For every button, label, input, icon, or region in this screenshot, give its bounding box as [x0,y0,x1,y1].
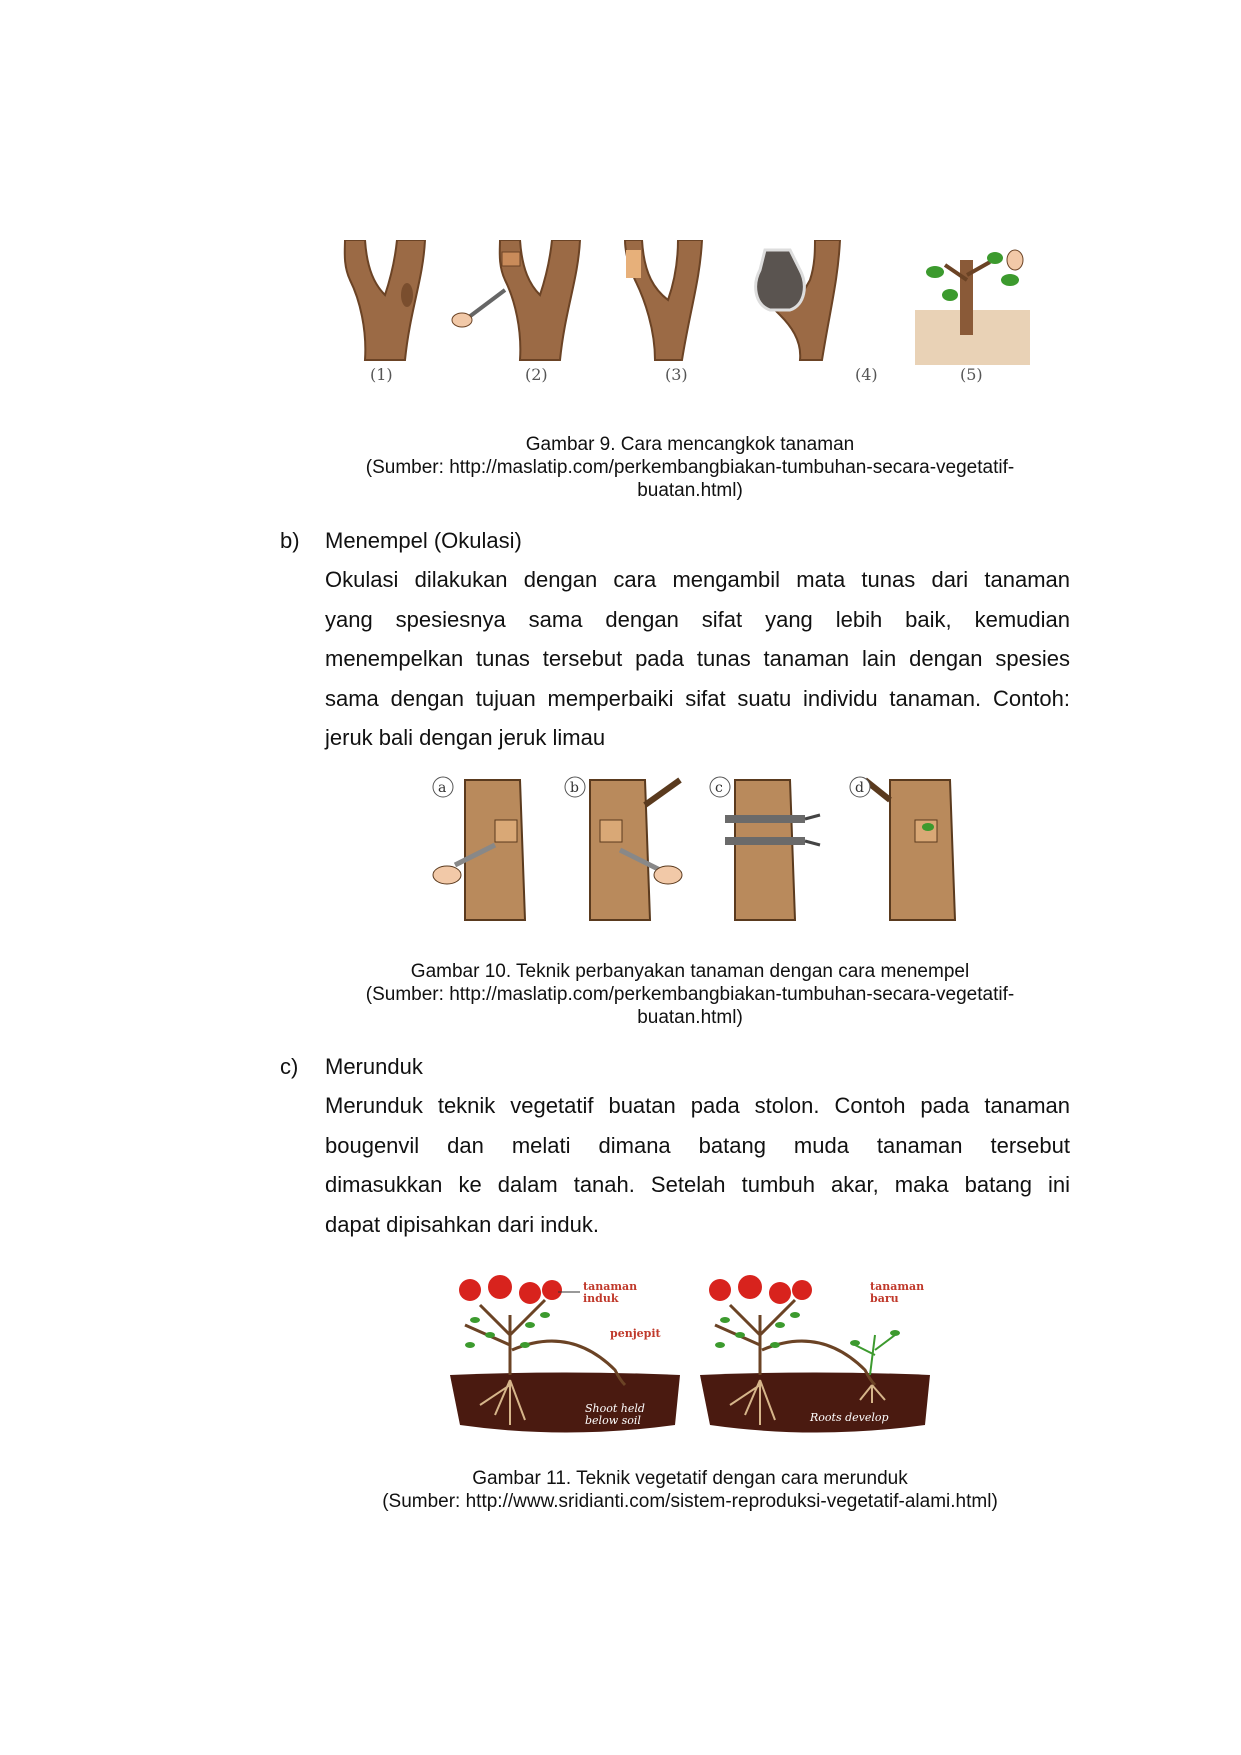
figure-9-label-3: (3) [665,365,688,384]
section-b-line-2: yang spesiesnya sama dengan sifat yang lebih baik, kemudian [325,606,1070,632]
section-b-title: Menempel (Okulasi) [325,528,522,553]
figure-9-caption-source: (Sumber: http://maslatip.com/perkembangbiakan-tumbuhan-secara-vegetatif- [365,457,1015,478]
figure-10-label-d: d [855,780,864,796]
figure-10-label-c: c [715,780,723,796]
grafting-step-d [850,777,955,920]
section-b-paragraph [325,560,1070,758]
figure-10-label-a: a [438,780,447,796]
label-shoot-held-2: below soil [585,1414,641,1427]
air-layering-step-5 [915,250,1030,384]
section-c-letter: c) [280,1054,299,1079]
figure-9 [325,240,1035,390]
figure-10-illustration [425,775,975,925]
figure-11-illustration [450,1275,940,1440]
label-tanaman-induk-2: induk [583,1292,619,1305]
air-layering-step-4 [756,240,878,384]
label-penjepit: penjepit [610,1327,661,1340]
figure-10-caption-title: Gambar 10. Teknik perbanyakan tanaman dengan cara menempel [410,961,970,982]
label-tanaman-baru-2: baru [870,1292,899,1305]
label-tanaman-induk-1: tanaman [583,1280,638,1293]
section-c-title: Merunduk [325,1054,423,1079]
layering-panel-parent [450,1275,680,1433]
figure-10-caption [300,960,1080,1029]
figure-9-caption [300,433,1080,502]
figure-10-caption-source: (Sumber: http://maslatip.com/perkembangbiakan-tumbuhan-secara-vegetatif- [365,984,1015,1005]
air-layering-step-3 [625,240,702,384]
air-layering-step-1 [345,240,425,384]
figure-11-caption-title: Gambar 11. Teknik vegetatif dengan cara merunduk [472,1468,908,1489]
section-b-line-1: Okulasi dilakukan dengan cara mengambil mata tunas dari tanaman [325,567,1070,592]
section-c-line-1: Merunduk teknik vegetatif buatan pada stolon. Contoh pada tanaman [325,1093,1070,1118]
label-roots-develop: Roots develop [810,1411,889,1424]
grafting-step-b [565,777,682,920]
figure-10 [425,775,975,925]
figure-9-label-4: (4) [855,365,878,384]
layering-panel-new-plant [700,1275,930,1433]
section-c-line-3: dimasukkan ke dalam tanah. Setelah tumbuh akar, maka batang ini [325,1172,1070,1197]
figure-9-label-1: (1) [370,365,393,384]
section-c-line-2: bougenvil dan melati dimana batang muda tanaman tersebut [325,1132,1070,1158]
air-layering-step-2 [452,240,580,384]
grafting-step-c [710,777,820,920]
figure-9-illustration [325,240,1035,390]
section-b-line-5: jeruk bali dengan jeruk limau [325,725,606,750]
figure-9-label-5: (5) [960,365,983,384]
label-tanaman-baru-1: tanaman [870,1280,925,1293]
grafting-step-a [433,777,525,920]
figure-9-caption-source-cont: buatan.html) [637,480,743,501]
figure-11 [450,1275,940,1440]
section-b-line-3: menempelkan tunas tersebut pada tunas tanaman lain dengan spesies [325,646,1070,671]
section-b-line-4: sama dengan tujuan memperbaiki sifat suatu individu tanaman. Contoh: [325,685,1070,711]
figure-9-caption-title: Gambar 9. Cara mencangkok tanaman [525,434,855,455]
figure-11-caption-source: (Sumber: http://www.sridianti.com/sistem-reproduksi-vegetatif-alami.html) [382,1491,998,1512]
figure-10-caption-source-cont: buatan.html) [637,1007,743,1028]
section-c-paragraph [325,1086,1070,1244]
figure-11-caption [330,1467,1050,1513]
figure-9-label-2: (2) [525,365,548,384]
section-c-line-4: dapat dipisahkan dari induk. [325,1211,599,1237]
section-b-letter: b) [280,528,300,553]
label-shoot-held-1: Shoot held [585,1402,645,1415]
figure-10-label-b: b [570,780,579,796]
